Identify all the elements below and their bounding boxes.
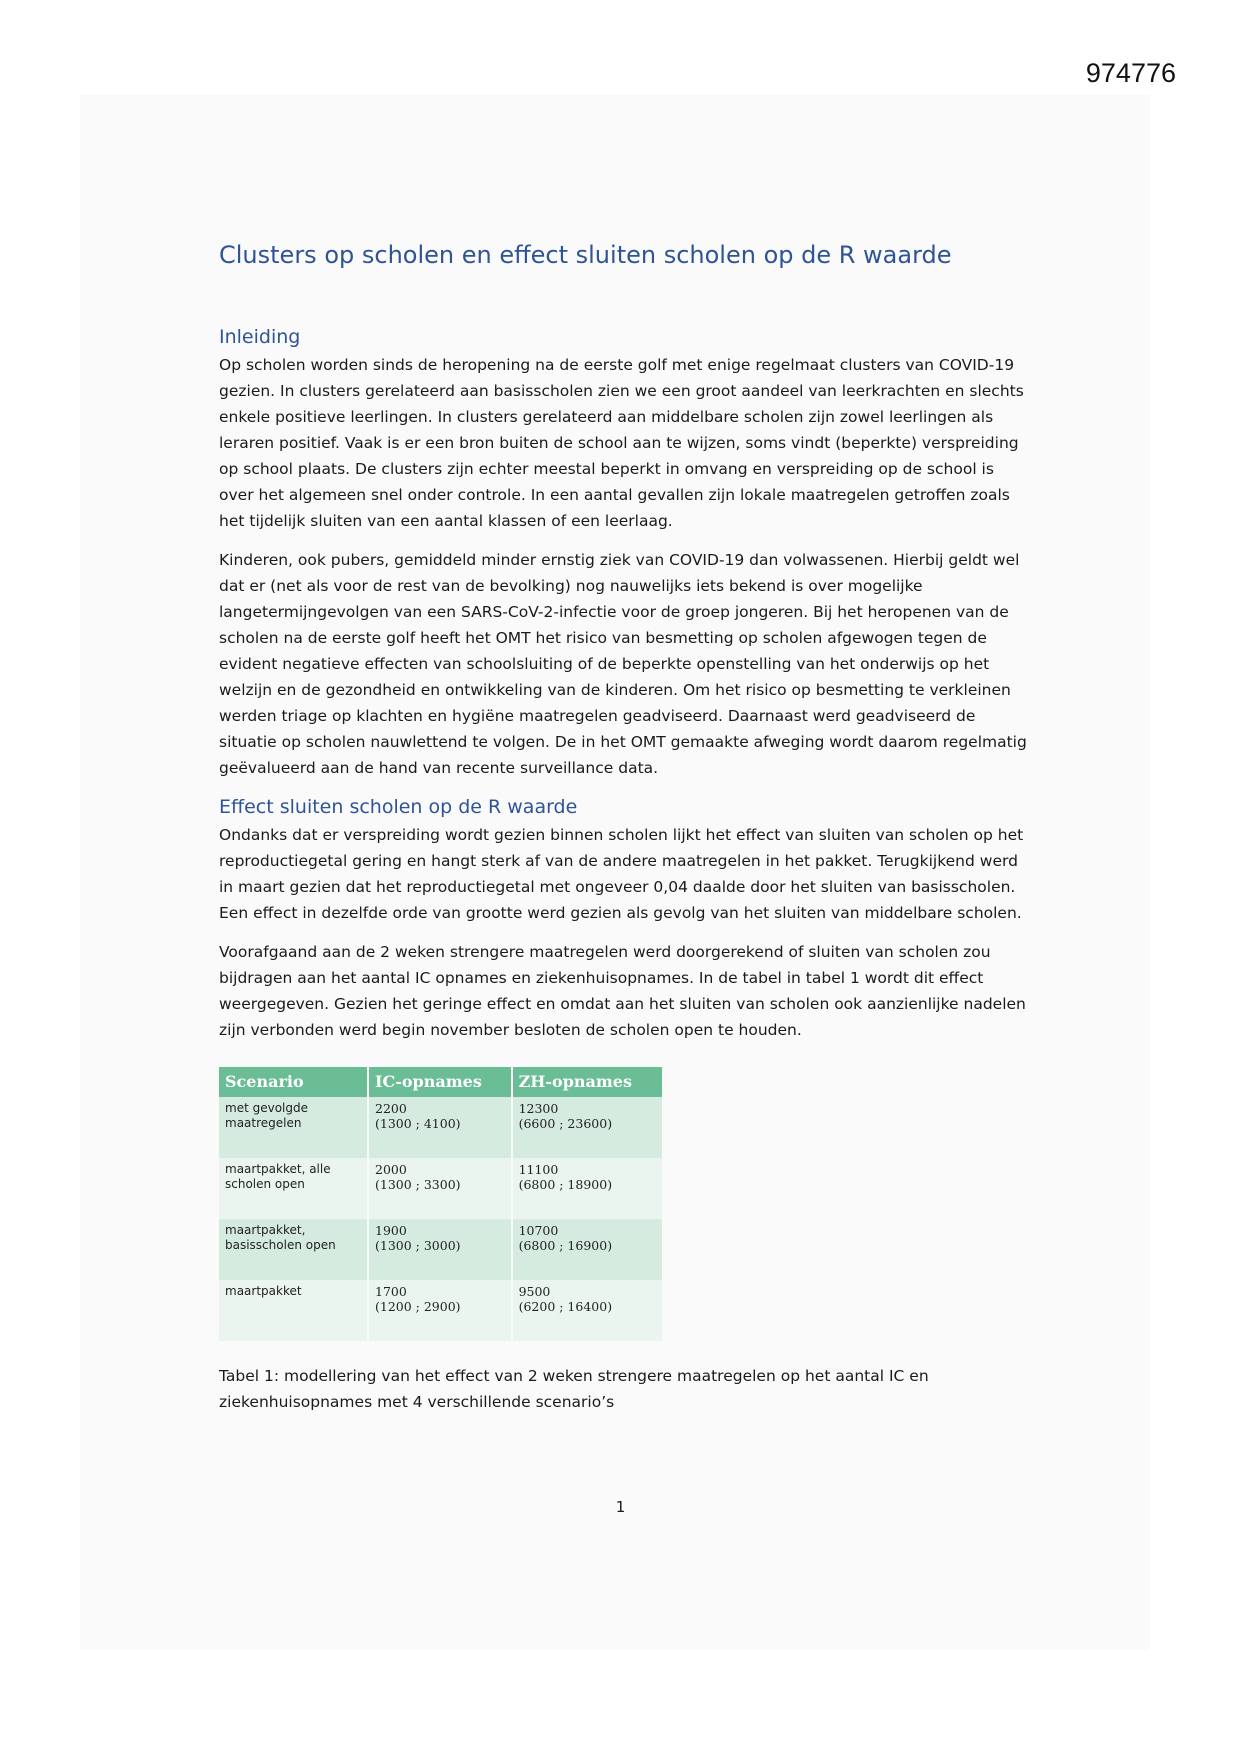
cell-zh xyxy=(512,1219,663,1280)
table-row xyxy=(219,1280,663,1341)
column-header-scenario: Scenario xyxy=(219,1067,368,1097)
paragraph: Ondanks dat er verspreiding wordt gezien binnen scholen lijkt het effect van sluiten van scholen op het reproductiegetal gering en hangt sterk af van de andere maatregelen in het pakket. Terugkijkend werd in maart gezien dat het reproductiegetal met ongeveer 0,04 daalde door het sluiten van basisscholen. Een effect in dezelfde orde van grootte werd gezien als gevolg van het sluiten van middelbare scholen. xyxy=(219,826,1024,922)
cell-scenario: maartpakket, alle scholen open xyxy=(219,1158,368,1219)
cell-scenario: maartpakket xyxy=(219,1280,368,1341)
paragraph: Kinderen, ook pubers, gemiddeld minder ernstig ziek van COVID-19 dan volwassenen. Hierbij geldt wel dat er (net als voor de rest van de bevolking) nog nauwelijks iets bekend is over mogelijke langetermijngevolgen van een SARS-CoV-2-infectie voor de groep jongeren. Bij het heropenen van de scholen na de eerste golf heeft het OMT het risico van besmetting op scholen afgewogen tegen de evident negatieve effecten van schoolsluiting of de beperkte openstelling van het onderwijs op het welzijn en de gezondheid en ontwikkeling van de kinderen. Om het risico op besmetting te verkleinen werden triage op klachten en hygiëne maatregelen geadviseerd. Daarnaast werd geadviseerd de situatie op scholen nauwlettend te volgen. De in het OMT gemaakte afweging wordt daarom regelmatig geëvalueerd aan de hand van recente surveillance data. xyxy=(219,551,1027,777)
zh-range: (6600 ; 23600) xyxy=(518,1116,613,1131)
table-row xyxy=(219,1097,663,1158)
section-heading-inleiding: Inleiding xyxy=(219,326,301,348)
page-number: 1 xyxy=(615,1498,626,1516)
cell-ic xyxy=(368,1219,512,1280)
cell-zh xyxy=(512,1158,663,1219)
paragraph: Voorafgaand aan de 2 weken strengere maatregelen werd doorgerekend of sluiten van scholen zou bijdragen aan het aantal IC opnames en ziekenhuisopnames. In de tabel in tabel 1 wordt dit effect weergegeven. Gezien het geringe effect en omdat aan het sluiten van scholen ook aanzienlijke nadelen zijn verbonden werd begin november besloten de scholen open te houden. xyxy=(219,943,1026,1039)
zh-range: (6800 ; 16900) xyxy=(518,1238,613,1253)
ic-range: (1300 ; 4100) xyxy=(375,1116,461,1131)
zh-value: 11100 xyxy=(518,1162,559,1177)
column-header-ic: IC-opnames xyxy=(368,1067,512,1097)
table-row xyxy=(219,1158,663,1219)
ic-value: 1900 xyxy=(375,1223,407,1238)
cell-scenario: met gevolgde maatregelen xyxy=(219,1097,368,1158)
section-heading-effect: Effect sluiten scholen op de R waarde xyxy=(219,796,578,818)
scenario-table xyxy=(219,1067,664,1341)
zh-value: 10700 xyxy=(518,1223,559,1238)
zh-range: (6800 ; 18900) xyxy=(518,1177,613,1192)
table-container xyxy=(219,1067,1029,1341)
cell-ic xyxy=(368,1280,512,1341)
ic-value: 2200 xyxy=(375,1101,407,1116)
document-content xyxy=(219,238,1029,1428)
cell-zh xyxy=(512,1097,663,1158)
ic-range: (1300 ; 3300) xyxy=(375,1177,461,1192)
table-header-row xyxy=(219,1067,663,1097)
document-title: Clusters op scholen en effect sluiten scholen op de R waarde xyxy=(219,241,952,269)
cell-scenario: maartpakket, basisscholen open xyxy=(219,1219,368,1280)
cell-zh xyxy=(512,1280,663,1341)
cell-ic xyxy=(368,1158,512,1219)
ic-value: 1700 xyxy=(375,1284,407,1299)
ic-value: 2000 xyxy=(375,1162,407,1177)
cell-ic xyxy=(368,1097,512,1158)
table-caption: Tabel 1: modellering van het effect van 2 weken strengere maatregelen op het aantal IC en ziekenhuisopnames met 4 verschillende scenario’s xyxy=(219,1367,929,1411)
zh-range: (6200 ; 16400) xyxy=(518,1299,613,1314)
zh-value: 12300 xyxy=(518,1101,559,1116)
ic-range: (1300 ; 3000) xyxy=(375,1238,461,1253)
paragraph: Op scholen worden sinds de heropening na de eerste golf met enige regelmaat clusters van COVID-19 gezien. In clusters gerelateerd aan basisscholen zien we een groot aandeel van leerkrachten en slechts enkele positieve leerlingen. In clusters gerelateerd aan middelbare scholen zijn zowel leerlingen als leraren positief. Vaak is er een bron buiten de school aan te wijzen, soms vindt (beperkte) verspreiding op school plaats. De clusters zijn echter meestal beperkt in omvang en verspreiding op de school is over het algemeen snel onder controle. In een aantal gevallen zijn lokale maatregelen getroffen zoals het tijdelijk sluiten van een aantal klassen of een leerlaag. xyxy=(219,356,1024,530)
ic-range: (1200 ; 2900) xyxy=(375,1299,461,1314)
table-row xyxy=(219,1219,663,1280)
document-id: 974776 xyxy=(1085,58,1176,88)
zh-value: 9500 xyxy=(518,1284,551,1299)
column-header-zh: ZH-opnames xyxy=(512,1067,663,1097)
